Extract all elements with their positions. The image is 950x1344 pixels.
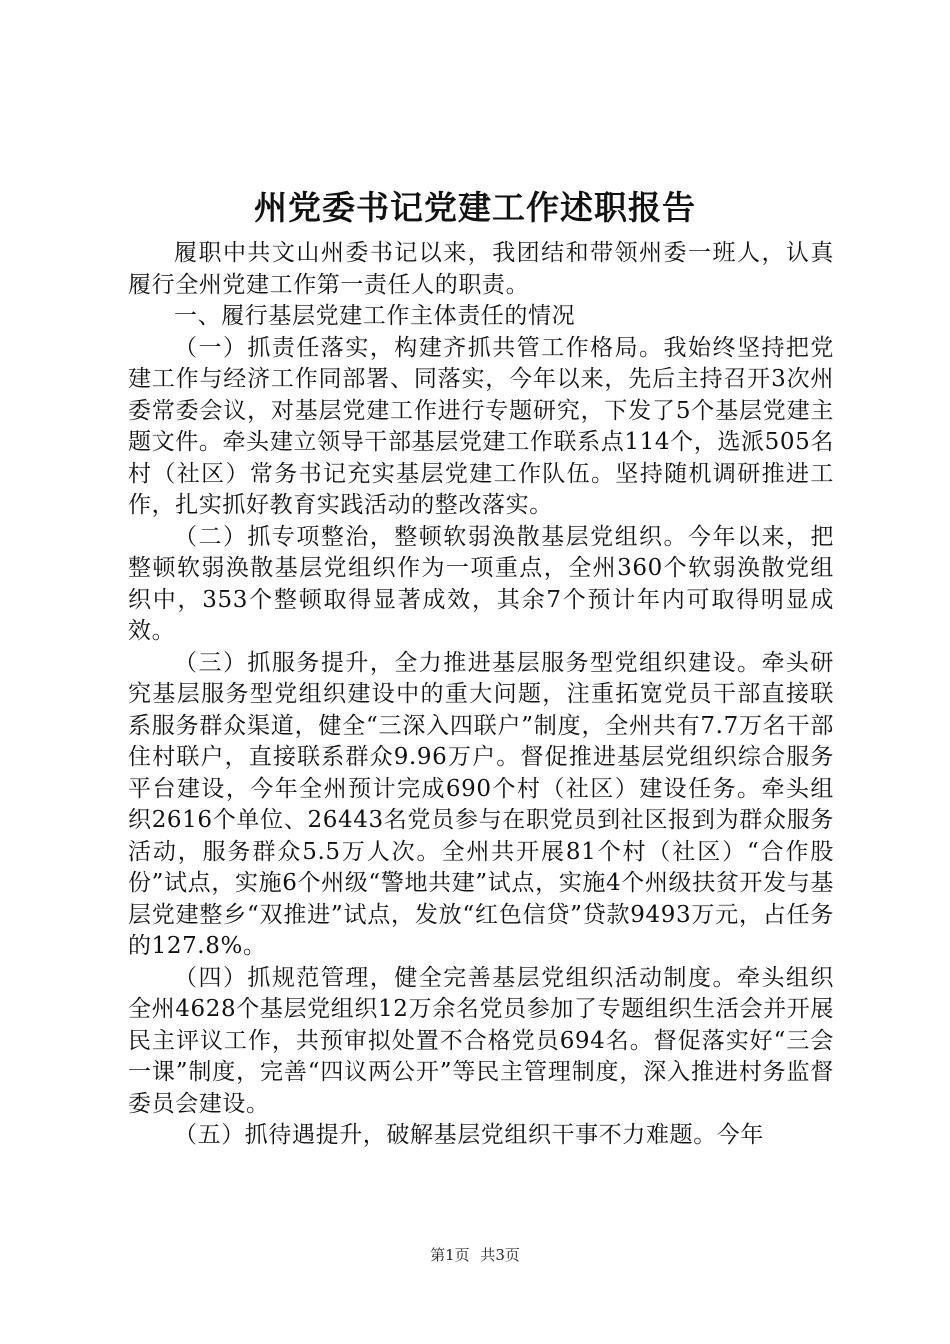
paragraph-responsibility: （一）抓责任落实，构建齐抓共管工作格局。我始终坚持把党建工作与经济工作同部署、同落实，今年以来，先后主持召开3次州委常委会议，对基层党建工作进行专题研究，下发了5个基层党建主题文件。牵头建立领导干部基层党建工作联系点114个，选派505名村（社区）常务书记充实基层党建工作队伍。坚持随机调研推进工作，扎实抓好教育实践活动的整改落实。 bbox=[128, 334, 834, 518]
page-total: 共3页 bbox=[480, 1246, 520, 1264]
page-number: 第1页 bbox=[430, 1246, 470, 1264]
document-body bbox=[128, 238, 834, 1152]
document-title: 州党委书记党建工作述职报告 bbox=[254, 188, 696, 227]
intro-paragraph: 履职中共文山州委书记以来，我团结和带领州委一班人，认真履行全州党建工作第一责任人的职责。 bbox=[128, 240, 834, 298]
paragraph-management: （四）抓规范管理，健全完善基层党组织活动制度。牵头组织全州4628个基层党组织12万余名党员参加了专题组织生活会并开展民主评议工作，共预审拟处置不合格党员694名。督促落实好“三会一课”制度，完善“四议两公开”等民主管理制度，深入推进村务监督委员会建设。 bbox=[128, 964, 834, 1117]
page-footer bbox=[0, 1245, 950, 1265]
paragraph-service: （三）抓服务提升，全力推进基层服务型党组织建设。牵头研究基层服务型党组织建设中的重大问题，注重拓宽党员干部直接联系服务群众渠道，健全“三深入四联户”制度，全州共有7.7万名干部住村联户，直接联系群众9.96万户。督促推进基层党组织综合服务平台建设，今年全州预计完成690个村（社区）建设任务。牵头组织2616个单位、26443名党员参与在职党员到社区报到为群众服务活动，服务群众5.5万人次。全州共开展81个村（社区）“合作股份”试点，实施6个州级“警地共建”试点，实施4个州级扶贫开发与基层党建整乡“双推进”试点，发放“红色信贷”贷款9493万元，占任务的127.8%。 bbox=[128, 649, 834, 959]
section-heading-1: 一、履行基层党建工作主体责任的情况 bbox=[174, 303, 576, 329]
paragraph-treatment: （五）抓待遇提升，破解基层党组织干事不力难题。今年 bbox=[174, 1122, 764, 1148]
paragraph-rectification: （二）抓专项整治，整顿软弱涣散基层党组织。今年以来，把整顿软弱涣散基层党组织作为一项重点，全州360个软弱涣散党组织中，353个整顿取得显著成效，其余7个预计年内可取得明显成效。 bbox=[128, 523, 834, 644]
